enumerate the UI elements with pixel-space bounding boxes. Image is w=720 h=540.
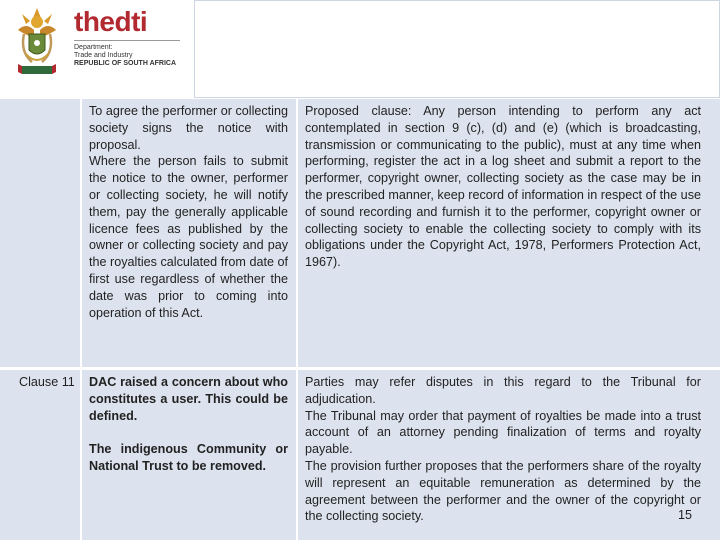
clause-cell (14, 370, 80, 540)
comments-table (0, 99, 720, 540)
response-cell (298, 99, 708, 367)
coat-of-arms-icon (12, 4, 62, 82)
response-paragraph: The Tribunal may order that payment of royalties be made into a trust account of an attorney pending finalization of terms and royalty payable. (305, 408, 701, 457)
table-row (0, 99, 720, 367)
dept-line-3: REPUBLIC OF SOUTH AFRICA (74, 60, 177, 67)
table-row (0, 370, 720, 540)
response-paragraph: The provision further proposes that the performers share of the royalty will represent an equitable remuneration as determined by the agreement between the performer and the owner of the copyright or the collecting society. (305, 458, 701, 524)
comment-cell (82, 370, 296, 540)
comment-paragraph: To agree the performer or collecting society signs the notice with proposal. (89, 104, 288, 152)
dti-logo (74, 6, 147, 38)
logo-divider (74, 40, 180, 41)
response-paragraph: Proposed clause: Any person intending to perform any act contemplated in section 9 (c), (d) and (e) (which is broadcasting, transmission or communicating to the public), must at any time when performing, register the act in a log sheet and submit a report to the performer, copyright owner, collecting society as the case may be in the prescribed manner, keep record of information in respect of the use of sound recording and furnish it to the performer, copyright owner or collecting society to enable the collecting society to comply with its obligations under the Copyright Act, 1978, Performers Protection Act, 1967). (305, 104, 701, 270)
response-paragraph: Parties may refer disputes in this regard to the Tribunal for adjudication. (305, 375, 701, 406)
column-divider (80, 99, 82, 540)
logo-the: the (74, 6, 115, 37)
page-number: 15 (677, 508, 692, 522)
header-banner (194, 0, 720, 98)
department-name (74, 44, 176, 68)
dept-line-1: Department: (74, 44, 113, 51)
column-divider (296, 99, 298, 540)
page-header (0, 0, 720, 100)
comment-cell (82, 99, 296, 367)
clause-cell (14, 99, 80, 367)
response-cell (298, 370, 708, 540)
row-divider (14, 367, 708, 370)
comment-paragraph: Where the person fails to submit the notice to the owner, performer or collecting society, he will notify them, pay the generally applicable licence fees as published by the owner or collecting society and pay the royalties calculated from date of first use regardless of whether the date was prior to coming into operation of this Act. (89, 154, 288, 320)
logo-dti: dti (114, 6, 148, 37)
dept-line-2: Trade and Industry (74, 52, 133, 59)
comment-paragraph: DAC raised a concern about who constitutes a user. This could be defined. (89, 375, 288, 423)
clause-label: Clause 11 (19, 375, 75, 389)
comment-paragraph: The indigenous Community or National Trust to be removed. (89, 442, 288, 474)
